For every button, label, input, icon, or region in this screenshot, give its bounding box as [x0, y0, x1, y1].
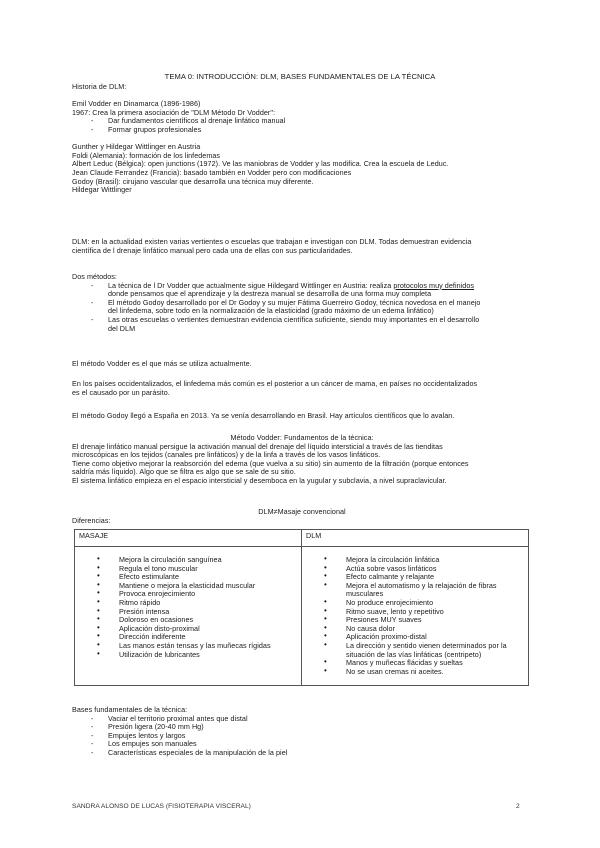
- history-line: Foldi (Alemania): formación de los linfedemas: [72, 150, 221, 160]
- vodder-line: saldría más líquido). Algo que se filtra es algo que se sale de su sitio.: [72, 467, 296, 477]
- bases-heading: Bases fundamentales de la técnica:: [72, 705, 188, 714]
- dash-marker: -: [91, 730, 94, 740]
- list-item: - Vaciar el territorio proximal antes que distal: [91, 713, 248, 723]
- history-line: Jean Claude Ferrandez (Francia): basado también en Vodder pero con modificaciones: [72, 167, 352, 177]
- bullet-dot: •: [97, 631, 100, 641]
- dash-marker: -: [91, 739, 94, 749]
- history-line: Godoy (Brasil): cirujano vascular que desarrolla una técnica muy diferente.: [72, 176, 314, 186]
- paragraph-line: El método Godoy llegó a España en 2013. Ya se venía desarrollando en Brasil. Hay artículos científicos que lo avalan.: [72, 411, 455, 420]
- list-item: • Presiones MUY suaves: [324, 614, 422, 625]
- footer-author: SANDRA ALONSO DE LUCAS (FISIOTERAPIA VISCERAL): [72, 803, 251, 810]
- comparison-heading: DLM≠Masaje convencional: [258, 507, 346, 516]
- list-item: • Efecto calmante y relajante: [324, 571, 435, 582]
- list-item: • No produce enrojecimiento: [324, 596, 434, 607]
- list-item: - La técnica de l Dr Vodder que actualmente sigue Hildegard Wittlinger en Austria: realiza protocolos muy definidos: [91, 280, 475, 290]
- history-section: [72, 83, 532, 195]
- comparison-subheading: Diferencias:: [72, 515, 111, 525]
- bullet-dot: •: [97, 579, 100, 589]
- history-line: Hildegar Wittlinger: [72, 185, 132, 195]
- list-item: - Empujes lentos y largos: [91, 730, 186, 740]
- paragraph-godoy: [72, 412, 532, 421]
- list-item: - Dar fundamentos científicos al drenaje linfático manual: [91, 116, 286, 126]
- list-item: • Aplicación proximo-distal: [324, 631, 427, 642]
- bullet-dot: •: [324, 596, 327, 606]
- intro-paragraph: [72, 238, 532, 255]
- bullet-dot: •: [97, 648, 100, 658]
- dash-marker: -: [91, 722, 94, 732]
- dash-marker: -: [91, 124, 94, 134]
- history-line: Gunther y Hildegar Wittlinger en Austria: [72, 142, 201, 152]
- history-line: Albert Leduc (Bélgica): open junctions (1972). Ve las maniobras de Vodder y las modifica. Crea la escuela de Leduc.: [72, 159, 449, 169]
- bullet-dot: •: [97, 622, 100, 632]
- vodder-line: El sistema linfático empieza en el espacio intersticial y desemboca en la yugular y subclavia, a nivel supraclavicular.: [72, 475, 447, 485]
- list-item: • Manos y muñecas flácidas y sueltas: [324, 657, 463, 668]
- list-item: - Las otras escuelas o vertientes demuestran evidencia científica suficiente, siendo muy importantes en el desarrollo: [91, 314, 480, 324]
- dash-marker: -: [91, 297, 94, 307]
- bases-list: [72, 715, 532, 758]
- table-header-cell: MASAJE: [75, 530, 302, 547]
- table-cell-dlm: [302, 547, 529, 686]
- list-item-continuation: donde pensamos que el aprendizaje y la destreza manual se desarrolla de una forma muy completa: [108, 289, 432, 299]
- list-item: • La dirección y sentido vienen determinados por la situación de las vías linfáticas (centripeto): [324, 639, 507, 659]
- intro-line: DLM: en la actualidad existen varias vertientes o escuelas que trabajan e investigan con DLM. Todas demuestran evidencia: [72, 237, 472, 246]
- list-item: • No se usan cremas ni aceites.: [324, 665, 444, 676]
- list-item: • Utilización de lubricantes: [97, 648, 200, 659]
- history-line: 1967: Crea la primera asociación de "DLM Método Dr Vodder":: [72, 107, 276, 117]
- bullet-dot: •: [324, 579, 327, 589]
- masaje-list: [79, 556, 297, 659]
- list-item-continuation: del DLM: [108, 323, 136, 333]
- dash-marker: -: [91, 280, 94, 290]
- list-item: - Formar grupos profesionales: [91, 124, 202, 134]
- paragraph-line: El método Vodder es el que más se utiliza actualmente.: [72, 359, 252, 368]
- list-item: • Mantiene o mejora la elasticidad muscular: [97, 579, 256, 590]
- bullet-dot: •: [324, 665, 327, 675]
- comparison-table: [74, 529, 529, 686]
- list-item: • Mejora la circulación sanguínea: [97, 554, 222, 564]
- bullet-dot: •: [97, 605, 100, 615]
- bullet-dot: •: [97, 596, 100, 606]
- list-item: • Provoca enrojecimiento: [97, 588, 196, 599]
- table-cell-masaje: [75, 547, 302, 686]
- list-item: - Presión ligera (20-40 mm Hg): [91, 722, 204, 732]
- list-item: • Las manos están tensas y las muñecas rígidas: [97, 639, 271, 650]
- bullet-dot: •: [97, 614, 100, 624]
- page-number: 2: [516, 803, 520, 810]
- bullet-dot: •: [97, 639, 100, 649]
- paragraph-vodder-usage: [72, 360, 532, 369]
- vodder-heading: Método Vodder: Fundamentos de la técnica:: [230, 433, 374, 442]
- table-header-row: [75, 530, 529, 547]
- list-item: • Mejora el automatismo y la relajación de fibras musculares: [324, 579, 497, 599]
- list-item: - Características especiales de la manipulación de la piel: [91, 747, 288, 757]
- document-title: TEMA 0: INTRODUCCIÓN: DLM, BASES FUNDAMENTALES DE LA TÉCNICA: [164, 72, 436, 81]
- bullet-dot: •: [324, 657, 327, 667]
- history-bullet-list: [72, 117, 532, 134]
- vodder-line: microscópicas en los tejidos (canales pre linfáticos) y de la linfa a través de los vasos linfáticos.: [72, 450, 381, 460]
- bullet-dot: •: [324, 562, 327, 572]
- paragraph-line: En los países occidentalizados, el linfedema más común es el posterior a un cáncer de mama, en países no occidentalizados: [72, 379, 478, 388]
- methods-heading: Dos métodos:: [72, 272, 117, 281]
- list-item: • Mejora la circulación linfática: [324, 554, 440, 564]
- bullet-dot: •: [97, 588, 100, 598]
- history-heading: Historia de DLM:: [72, 82, 127, 91]
- bullet-dot: •: [324, 631, 327, 641]
- bullet-dot: •: [97, 562, 100, 572]
- bullet-dot: •: [324, 639, 327, 649]
- list-item: • Actúa sobre vasos linfáticos: [324, 562, 437, 573]
- list-item: • Ritmo suave, lento y repetitivo: [324, 605, 444, 616]
- list-item: • Efecto estimulante: [97, 571, 180, 582]
- bullet-dot: •: [324, 554, 327, 563]
- dlm-list: [306, 556, 524, 676]
- paragraph-linfedema: [72, 380, 532, 397]
- bases-section: [72, 706, 532, 758]
- vodder-section: [72, 434, 532, 486]
- comparison-heading-block: [72, 508, 532, 525]
- list-item: • No causa dolor: [324, 622, 396, 633]
- paragraph-line: es el causado por un parásito.: [72, 387, 170, 397]
- list-item-continuation: del linfedema, sobre todo en la normalización de la elasticidad (grado máximo de un edema linfático): [108, 306, 434, 316]
- list-item: • Presión intensa: [97, 605, 170, 616]
- list-item: • Doloroso en ocasiones: [97, 614, 194, 625]
- intro-line: científica de l drenaje linfático manual pero cada una de ellas con sus particularidades.: [72, 245, 353, 255]
- bullet-dot: •: [97, 571, 100, 581]
- methods-list: [72, 282, 532, 334]
- bullet-dot: •: [324, 605, 327, 615]
- dash-marker: -: [91, 116, 94, 126]
- list-item: • Ritmo rápido: [97, 596, 161, 607]
- bullet-dot: •: [324, 614, 327, 624]
- table-row: [75, 547, 529, 686]
- list-item: • Aplicación disto-proximal: [97, 622, 200, 633]
- bullet-dot: •: [324, 571, 327, 581]
- bullet-dot: •: [97, 554, 100, 563]
- bullet-dot: •: [324, 622, 327, 632]
- list-item: - Los empujes son manuales: [91, 739, 197, 749]
- list-item: • Regula el tono muscular: [97, 562, 198, 573]
- list-item: • Dirección indiferente: [97, 631, 186, 642]
- methods-section: [72, 273, 532, 333]
- table-header-cell: DLM: [302, 530, 529, 547]
- vodder-line: El drenaje linfático manual persigue la activación manual del drenaje del líquido intersticial a través de las tienditas: [72, 441, 443, 451]
- vodder-line: Tiene como objetivo mejorar la reabsorción del edema (que vuelva a su sitio) sin aumento de la filtración (porque entonces: [72, 458, 469, 468]
- history-line: Emil Vodder en Dinamarca (1896-1986): [72, 99, 201, 109]
- dash-marker: -: [91, 713, 94, 723]
- list-item: - El método Godoy desarrollado por el Dr Godoy y su mujer Fátima Guerreiro Godoy, técnica novedosa en el manejo: [91, 297, 481, 307]
- dash-marker: -: [91, 747, 94, 757]
- dash-marker: -: [91, 314, 94, 324]
- protocol-link-text: protocolos muy definidos: [393, 280, 475, 290]
